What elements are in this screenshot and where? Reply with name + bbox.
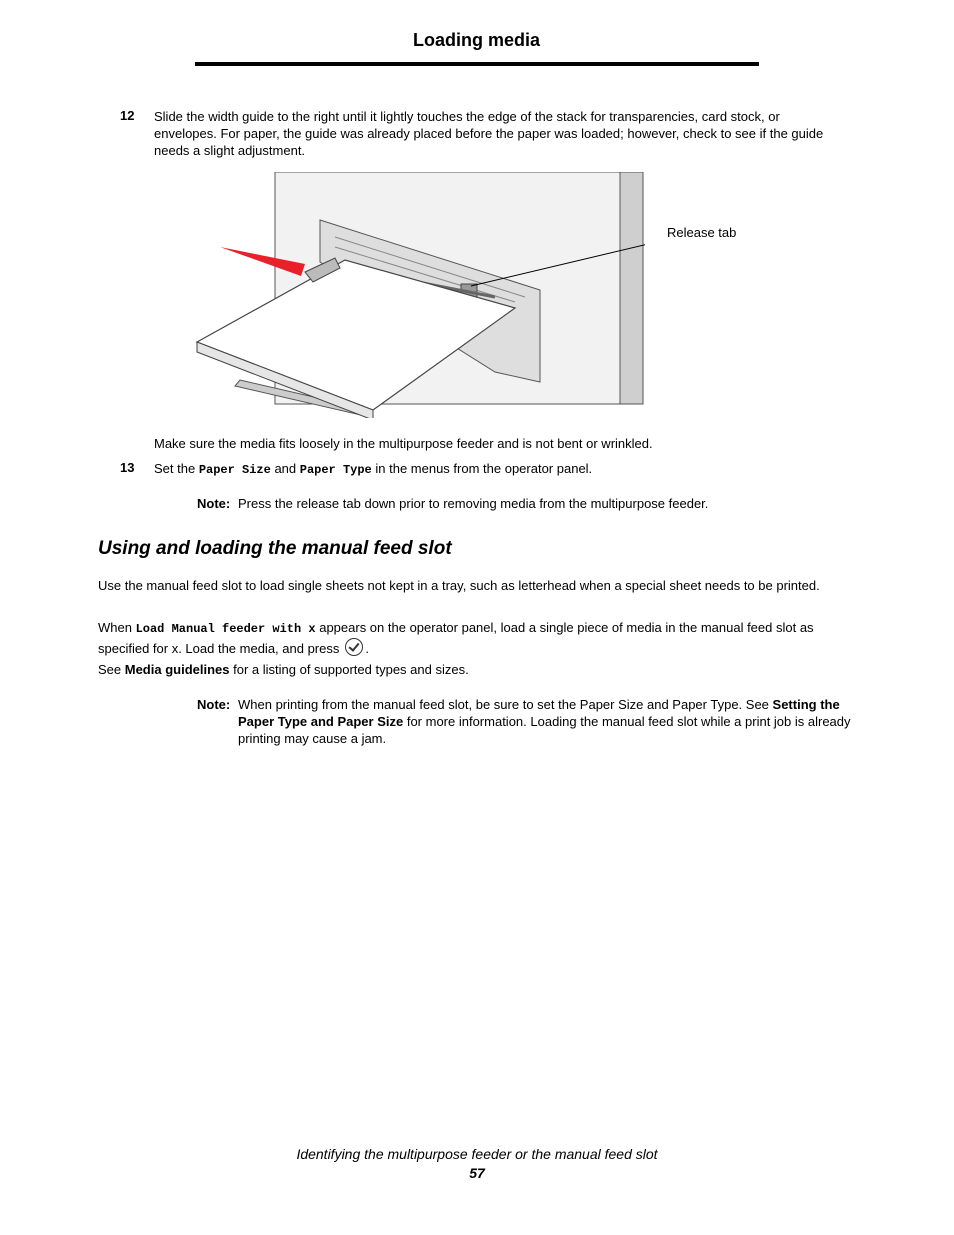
media-guidelines-link[interactable]: Media guidelines <box>124 662 230 677</box>
note2-pre: When printing from the manual feed slot, be sure to set the Paper Size and Paper Type. See <box>238 697 773 712</box>
release-tab-callout: Release tab <box>667 225 737 240</box>
note-text <box>238 696 857 747</box>
section-paragraph-2 <box>98 619 858 657</box>
p3-post: for a listing of supported types and sizes. <box>229 662 469 677</box>
select-check-icon <box>345 638 363 656</box>
note-release-tab <box>197 495 857 512</box>
note2-post: for more information. Loading the manual feed slot while a print job is already printing may cause a jam. <box>238 714 851 746</box>
feeder-drawing <box>195 172 645 418</box>
paper-size-code: Paper Size <box>198 463 271 477</box>
step-number-13: 13 <box>120 460 135 475</box>
note-label: Note: <box>197 496 231 511</box>
setting-paper-type-link[interactable]: Setting the Paper Type and Paper Size <box>238 697 840 729</box>
footer-chapter-title: Identifying the multipurpose feeder or the manual feed slot <box>296 1146 658 1162</box>
note-text: Press the release tab down prior to removing media from the multipurpose feeder. <box>238 496 709 511</box>
section-paragraph-1: Use the manual feed slot to load single sheets not kept in a tray, such as letterhead when a special sheet needs to be printed. <box>98 578 820 593</box>
header-rule <box>195 62 759 66</box>
p2-end: . <box>365 641 369 656</box>
p2-post: appears on the operator panel, load a single piece of media in the manual feed slot as specified for x. Load the media, and press <box>98 620 814 656</box>
note-manual-feed <box>197 696 857 747</box>
note-label: Note: <box>197 697 231 712</box>
page-header-title: Loading media <box>412 30 540 50</box>
footer-page-number: 57 <box>469 1165 485 1181</box>
make-sure-text: Make sure the media fits loosely in the multipurpose feeder and is not bent or wrinkled. <box>154 436 653 451</box>
step-12-text: Slide the width guide to the right until it lightly touches the edge of the stack for transparencies, card stock, or envelopes. For paper, the guide was already placed before the paper was loaded; however, check to see if the guide needs a slight adjustment. <box>154 109 824 158</box>
step-number-12: 12 <box>120 108 135 123</box>
section-paragraph-3 <box>98 661 838 678</box>
printer-side <box>620 172 643 404</box>
step-13-post: in the menus from the operator panel. <box>371 461 593 476</box>
multipurpose-feeder-illustration <box>195 172 645 418</box>
step-13-mid: and <box>270 461 300 476</box>
section-title: Using and loading the manual feed slot <box>98 538 452 559</box>
paper-type-code: Paper Type <box>299 463 372 477</box>
step-13-text <box>154 460 844 479</box>
step-13-pre: Set the <box>154 461 199 476</box>
p2-pre: When <box>98 620 136 635</box>
load-manual-code: Load Manual feeder with x <box>135 622 316 636</box>
p3-pre: See <box>98 662 125 677</box>
